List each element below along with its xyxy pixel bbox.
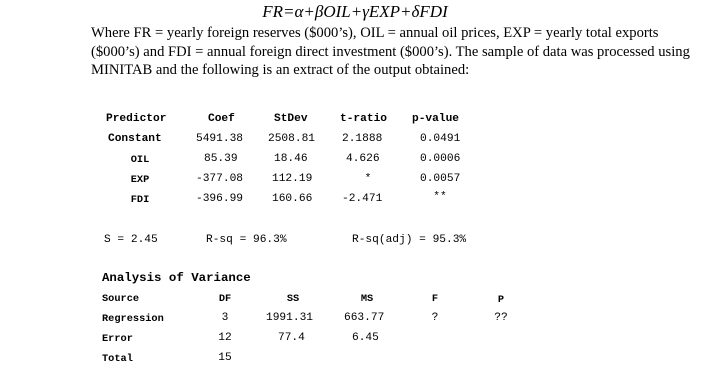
pvalue-fdi-unknown: ** — [433, 191, 447, 203]
pvalue-oil: 0.0006 — [420, 153, 461, 165]
anova-header-df: DF — [218, 293, 232, 305]
anova-ss-error: 77.4 — [278, 332, 305, 344]
anova-row-label-regression: Regression — [102, 313, 164, 325]
anova-ms-error: 6.45 — [352, 332, 379, 344]
header-stdev: StDev — [274, 113, 308, 125]
anova-header-source: Source — [102, 293, 140, 305]
stdev-exp: 112.19 — [272, 173, 313, 185]
r-squared-adjusted: R-sq(adj) = 95.3% — [352, 234, 467, 246]
anova-ss-regression: 1991.31 — [266, 312, 313, 324]
intro-paragraph: Where FR = yearly foreign reserves ($000’s), OIL = annual oil prices, EXP = yearly total exports ($000’s) and FDI = annual foreign direct investment ($000’s). The sample of data was processed using MINITAB and the following is an extract of the output obtained: — [91, 25, 690, 78]
pvalue-exp: 0.0057 — [420, 173, 461, 185]
header-t-ratio: t-ratio — [340, 113, 387, 125]
anova-header-f: F — [431, 293, 439, 305]
header-coef: Coef — [208, 113, 235, 125]
model-formula: FR=α+βOIL+γEXP+δFDI — [262, 2, 448, 21]
stdev-fdi: 160.66 — [272, 193, 313, 205]
tratio-fdi: -2.471 — [342, 193, 383, 205]
header-predictor: Predictor — [106, 113, 167, 125]
anova-row-label-total: Total — [102, 353, 133, 365]
row-label-exp: EXP — [130, 174, 150, 186]
r-squared: R-sq = 96.3% — [206, 234, 287, 246]
anova-ms-regression: 663.77 — [344, 312, 385, 324]
stdev-oil: 18.46 — [274, 153, 308, 165]
anova-p-regression-unknown: ?? — [494, 312, 508, 324]
s-value: S = 2.45 — [104, 234, 158, 246]
anova-header-ss: SS — [286, 293, 300, 305]
anova-row-label-error: Error — [102, 333, 133, 345]
anova-title: Analysis of Variance — [102, 271, 251, 285]
pvalue-constant: 0.0491 — [420, 133, 461, 145]
anova-header-p: P — [497, 294, 505, 306]
anova-df-total: 15 — [218, 352, 232, 364]
header-p-value: p-value — [412, 113, 459, 125]
coef-fdi: -396.99 — [196, 193, 243, 205]
coef-oil: 85.39 — [204, 153, 238, 165]
anova-f-regression-unknown: ? — [431, 312, 439, 324]
row-label-constant: Constant — [108, 133, 162, 145]
anova-header-ms: MS — [360, 293, 374, 305]
coef-exp: -377.08 — [196, 173, 243, 185]
row-label-fdi: FDI — [130, 194, 150, 206]
anova-df-regression: 3 — [221, 312, 229, 324]
coef-constant: 5491.38 — [196, 133, 243, 145]
anova-df-error: 12 — [218, 332, 232, 344]
tratio-exp-unknown: * — [364, 173, 372, 185]
tratio-constant: 2.1888 — [342, 133, 383, 145]
tratio-oil: 4.626 — [346, 153, 380, 165]
row-label-oil: OIL — [130, 154, 150, 166]
stdev-constant: 2508.81 — [268, 133, 315, 145]
